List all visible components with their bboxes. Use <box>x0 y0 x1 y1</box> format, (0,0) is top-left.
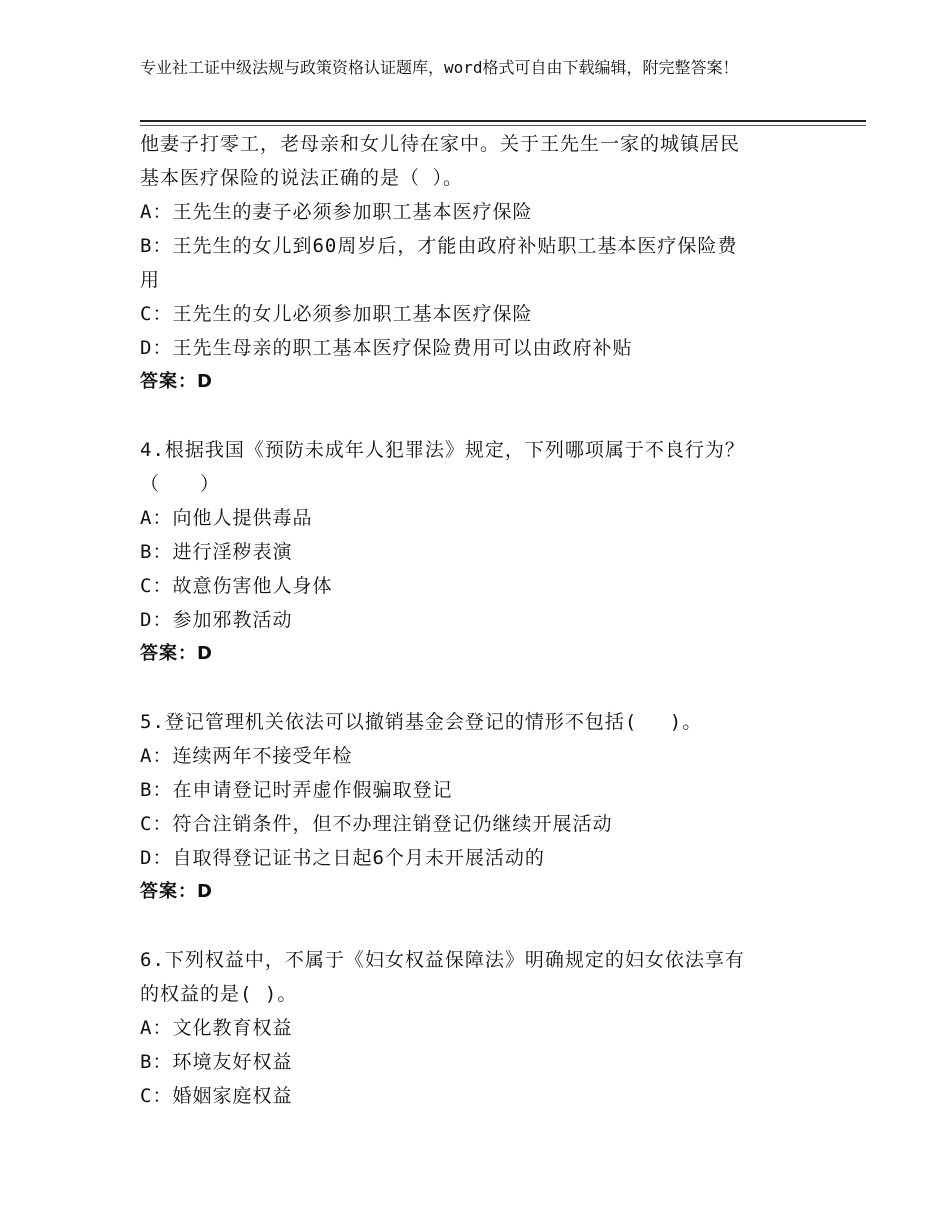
option-b-continued: 用 <box>140 269 161 291</box>
question-stem: 5.登记管理机关依法可以撤销基金会登记的情形不包括( )。 <box>140 711 703 733</box>
option-c: C：婚姻家庭权益 <box>140 1085 293 1107</box>
option-a: A：文化教育权益 <box>140 1017 293 1039</box>
option-c: C：王先生的女儿必须参加职工基本医疗保险 <box>140 303 533 325</box>
option-d: D：自取得登记证书之日起6个月未开展活动的 <box>140 847 545 869</box>
header-divider-thick <box>140 120 866 122</box>
option-d: D：王先生母亲的职工基本医疗保险费用可以由政府补贴 <box>140 337 633 359</box>
spacer <box>140 399 810 433</box>
question-6 <box>140 943 810 1113</box>
question-stem: 他妻子打零工，老母亲和女儿待在家中。关于王先生一家的城镇居民 <box>140 133 741 155</box>
question-list <box>140 127 810 1113</box>
question-stem: 4.根据我国《预防未成年人犯罪法》规定，下列哪项属于不良行为？ <box>140 439 745 461</box>
question-3 <box>140 127 810 399</box>
option-b: B：王先生的女儿到60周岁后，才能由政府补贴职工基本医疗保险费 <box>140 235 738 257</box>
option-b: B：在申请登记时弄虚作假骗取登记 <box>140 779 453 801</box>
option-c: C：符合注销条件，但不办理注销登记仍继续开展活动 <box>140 813 613 835</box>
option-b: B：进行淫秽表演 <box>140 541 293 563</box>
option-a: A：王先生的妻子必须参加职工基本医疗保险 <box>140 201 533 223</box>
question-stem: （ ） <box>140 473 221 495</box>
question-5 <box>140 705 810 909</box>
question-4 <box>140 433 810 671</box>
document-header: 专业社工证中级法规与政策资格认证题库，word格式可自由下载编辑，附完整答案！ <box>140 58 739 77</box>
option-c: C：故意伤害他人身体 <box>140 575 333 597</box>
option-b: B：环境友好权益 <box>140 1051 293 1073</box>
answer: 答案：D <box>140 643 213 664</box>
answer: 答案：D <box>140 371 213 392</box>
spacer <box>140 671 810 705</box>
question-stem: 6.下列权益中，不属于《妇女权益保障法》明确规定的妇女依法享有 <box>140 949 745 971</box>
spacer <box>140 909 810 943</box>
question-stem: 的权益的是( )。 <box>140 983 298 1005</box>
header-divider-thin <box>140 125 866 126</box>
option-a: A：连续两年不接受年检 <box>140 745 353 767</box>
option-d: D：参加邪教活动 <box>140 609 293 631</box>
answer: 答案：D <box>140 881 213 902</box>
option-a: A：向他人提供毒品 <box>140 507 313 529</box>
question-stem: 基本医疗保险的说法正确的是（ ）。 <box>140 167 463 189</box>
